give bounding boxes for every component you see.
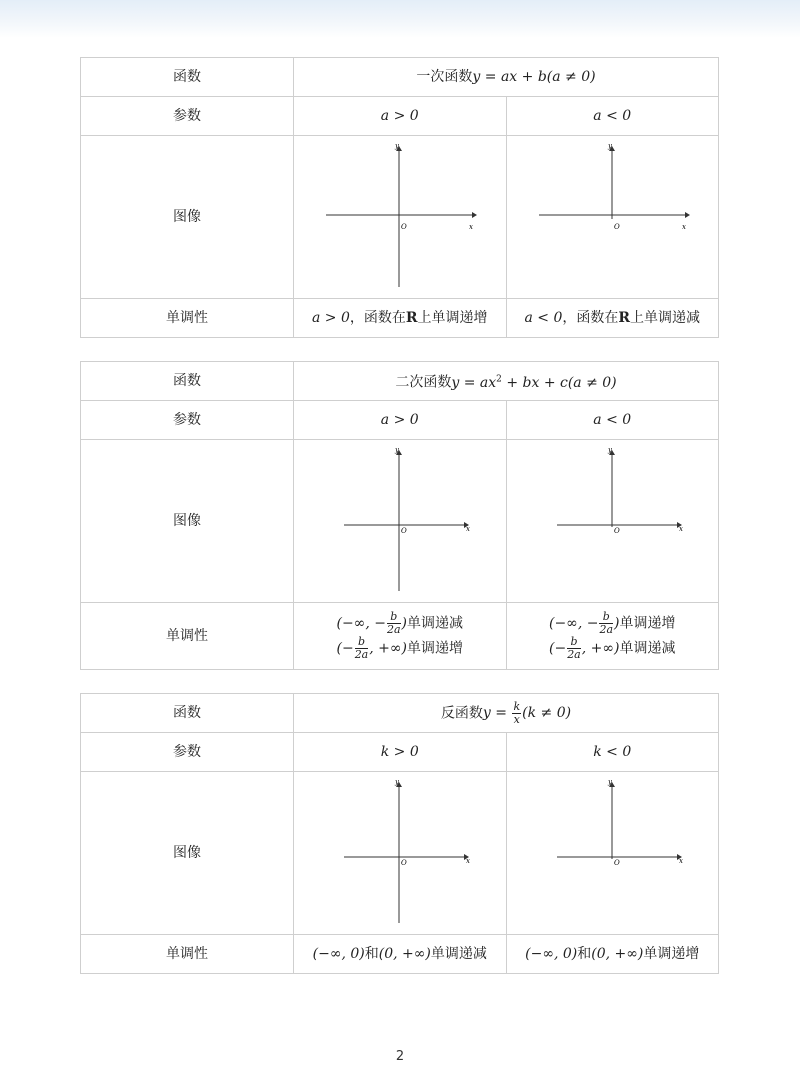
linear-mono-pos: a > 0，函数在R上单调递增 — [294, 299, 507, 338]
quadratic-graph-pos — [294, 441, 506, 601]
x-axis-label: x — [466, 857, 470, 865]
linear-function-table — [80, 57, 719, 338]
y-axis-label: y — [395, 446, 399, 454]
origin-label: O — [613, 859, 620, 867]
quadratic-param-neg: a < 0 — [506, 401, 719, 440]
quadratic-graph-neg — [507, 441, 719, 601]
linear-param-pos: a > 0 — [294, 97, 507, 136]
quadratic-graph-neg-cell — [506, 440, 719, 603]
linear-mono-neg: a < 0，函数在R上单调递减 — [506, 299, 719, 338]
y-axis-label: y — [607, 142, 612, 150]
graph-label: 图像 — [81, 136, 294, 299]
params-label: 参数 — [81, 401, 294, 440]
quadratic-param-pos: a > 0 — [294, 401, 507, 440]
quadratic-title: 二次函数$y = ax^2$ + bx + c(a ≠ 0) — [294, 362, 719, 401]
function-label: 函数 — [81, 58, 294, 97]
origin-label: O — [401, 859, 407, 867]
monotonicity-label: 单调性 — [81, 935, 294, 974]
monotonicity-label: 单调性 — [81, 603, 294, 670]
inverse-graph-pos-cell — [294, 772, 507, 935]
mono-line-2: (− $\frac{b}{2a}$ , +∞)单调递减 — [548, 635, 676, 661]
quadratic-mono-pos — [294, 603, 507, 670]
quadratic-mono-neg — [506, 603, 719, 670]
origin-label: O — [613, 527, 620, 535]
params-label: 参数 — [81, 733, 294, 772]
origin-label: O — [401, 223, 407, 231]
linear-param-neg: a < 0 — [506, 97, 719, 136]
inverse-graph-neg — [507, 773, 719, 933]
inverse-param-neg: k < 0 — [506, 733, 719, 772]
x-axis-label: x — [469, 223, 473, 231]
quadratic-function-table — [80, 361, 719, 670]
linear-graph-pos-cell — [294, 136, 507, 299]
origin-label: O — [613, 223, 620, 231]
inverse-param-pos: k > 0 — [294, 733, 507, 772]
x-axis-label: x — [678, 857, 683, 865]
origin-label: O — [401, 527, 407, 535]
x-axis-label: x — [678, 525, 683, 533]
x-arrow — [685, 212, 690, 218]
inverse-title: 反函数y = $\frac{k}{x}$ (k ≠ 0) — [294, 694, 719, 733]
linear-graph-neg-cell — [506, 136, 719, 299]
monotonicity-label: 单调性 — [81, 299, 294, 338]
graph-label: 图像 — [81, 772, 294, 935]
inverse-formula: y = $\frac{k}{x}$ (k ≠ 0) — [482, 699, 572, 726]
params-label: 参数 — [81, 97, 294, 136]
mono-line-1: (−∞, − $\frac{b}{2a}$ )单调递减 — [336, 610, 464, 636]
graph-label: 图像 — [81, 440, 294, 603]
y-axis-label: y — [607, 446, 612, 454]
linear-graph-neg — [507, 137, 719, 297]
x-arrow — [472, 212, 477, 218]
y-axis-label: y — [395, 778, 399, 786]
x-axis-label: x — [466, 525, 470, 533]
y-axis-label: y — [607, 778, 612, 786]
linear-graph-pos — [294, 137, 506, 297]
linear-formula: y = ax + b(a ≠ 0) — [472, 69, 596, 85]
mono-line-2: (− $\frac{b}{2a}$ , +∞)单调递增 — [336, 635, 464, 661]
y-axis-label: y — [395, 142, 399, 150]
top-band — [0, 0, 800, 38]
inverse-function-table — [80, 693, 719, 974]
x-axis-label: x — [681, 223, 686, 231]
linear-title: 一次函数y = ax + b(a ≠ 0) — [294, 58, 719, 97]
page-number: 2 — [395, 1049, 405, 1064]
inverse-mono-neg: (−∞, 0)和(0, +∞)单调递增 — [506, 935, 719, 974]
inverse-graph-neg-cell — [506, 772, 719, 935]
inverse-graph-pos — [294, 773, 506, 933]
quadratic-graph-pos-cell — [294, 440, 507, 603]
function-label: 函数 — [81, 694, 294, 733]
function-label: 函数 — [81, 362, 294, 401]
mono-line-1: (−∞, − $\frac{b}{2a}$ )单调递增 — [548, 610, 676, 636]
inverse-mono-pos: (−∞, 0)和(0, +∞)单调递减 — [294, 935, 507, 974]
quadratic-formula: $y = ax^2$ + bx + c(a ≠ 0) — [451, 374, 617, 391]
